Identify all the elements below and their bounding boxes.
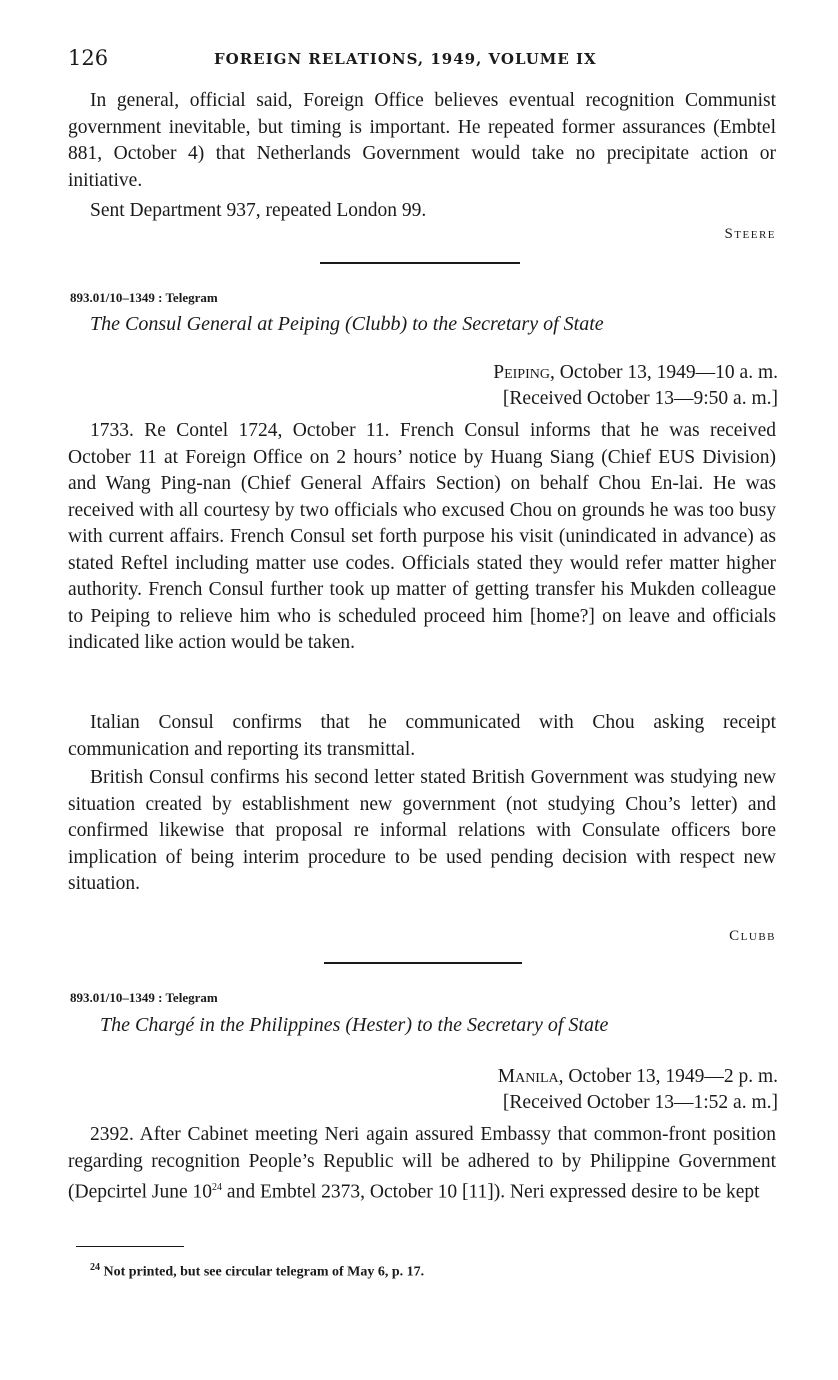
doc2-received: [Received October 13—1:52 a. m.]	[502, 1092, 778, 1113]
signature-steere: Steere	[724, 226, 776, 242]
doc1-title: The Consul General at Peiping (Clubb) to the Secretary of State	[90, 313, 604, 335]
doc2-paragraph-1	[68, 1122, 776, 1206]
doc2-date-text: , October 13, 1949—2 p. m.	[558, 1066, 778, 1087]
footnote-number: 24	[90, 1262, 100, 1273]
doc1-place: Peiping	[493, 362, 550, 383]
doc1-paragraph-2: Italian Consul confirms that he communicated with Chou asking receipt communication and reporting its transmittal.	[68, 712, 776, 760]
section1-paragraph-2: Sent Department 937, repeated London 99.	[90, 200, 427, 221]
doc2-dateline	[498, 1064, 778, 1116]
footnote-text: Not printed, but see circular telegram of May 6, p. 17.	[100, 1264, 425, 1280]
section1-paragraph-1: In general, official said, Foreign Office believes eventual recognition Communist government inevitable, but timing is important. He repeated former assurances (Embtel 881, October 4) that Netherlands Government would take no precipitate action or initiative.	[68, 90, 776, 191]
doc2-file-number: 893.01/10–1349 : Telegram	[70, 990, 218, 1005]
doc2-paragraph-1-part-b: and Embtel 2373, October 10 [11]). Neri expressed desire to be kept	[222, 1181, 760, 1203]
doc1-file-number: 893.01/10–1349 : Telegram	[70, 290, 218, 305]
doc2-place: Manila	[497, 1066, 559, 1087]
footnote-rule	[76, 1246, 184, 1247]
doc1-paragraph-1: 1733. Re Contel 1724, October 11. French Consul informs that he was received October 11 at Foreign Office on 2 hours’ notice by Huang Siang (Chief EUS Division) and Wang Ping-nan (Chief General Affairs Section) on behalf Chou En-lai. He was received with all courtesy by two officials who excused Chou on grounds he was too busy with current affairs. French Consul set forth purpose his visit (unindicated in advance) as stated Reftel including matter use codes. Officials stated they would refer matter higher authority. French Consul further took up matter of getting transfer his Mukden colleague to Peiping to relieve him who is scheduled proceed him [home?] on leave and officials indicated like action would be taken.	[68, 420, 776, 653]
section-divider	[320, 262, 520, 264]
doc2-date	[498, 1064, 778, 1090]
doc1-dateline	[493, 360, 778, 412]
doc1-received: [Received October 13—9:50 a. m.]	[502, 388, 778, 409]
doc1-date	[493, 360, 778, 386]
doc2-paragraph-1-part-a: 2392. After Cabinet meeting Neri again assured Embassy that common-front position regarding recognition People’s Republic will be adhered to by Philippine Government (Depcirtel June 10	[68, 1124, 776, 1203]
running-head: FOREIGN RELATIONS, 1949, VOLUME IX	[214, 50, 597, 68]
signature-clubb: Clubb	[729, 928, 776, 944]
doc2-title: The Chargé in the Philippines (Hester) to the Secretary of State	[100, 1014, 609, 1036]
footnote-reference: 24	[212, 1182, 223, 1193]
doc1-paragraph-3: British Consul confirms his second letter stated British Government was studying new situation created by establishment new government (not studying Chou’s letter) and confirmed likewise that proposal re informal relations with Consulate officers bore implication of being interim procedure to be used pending decision with respect new situation.	[68, 767, 776, 894]
doc1-date-text: , October 13, 1949—10 a. m.	[549, 362, 778, 383]
page-header	[68, 46, 780, 72]
section-divider	[324, 962, 522, 964]
footnote	[90, 1262, 424, 1281]
page-number: 126	[68, 46, 109, 70]
